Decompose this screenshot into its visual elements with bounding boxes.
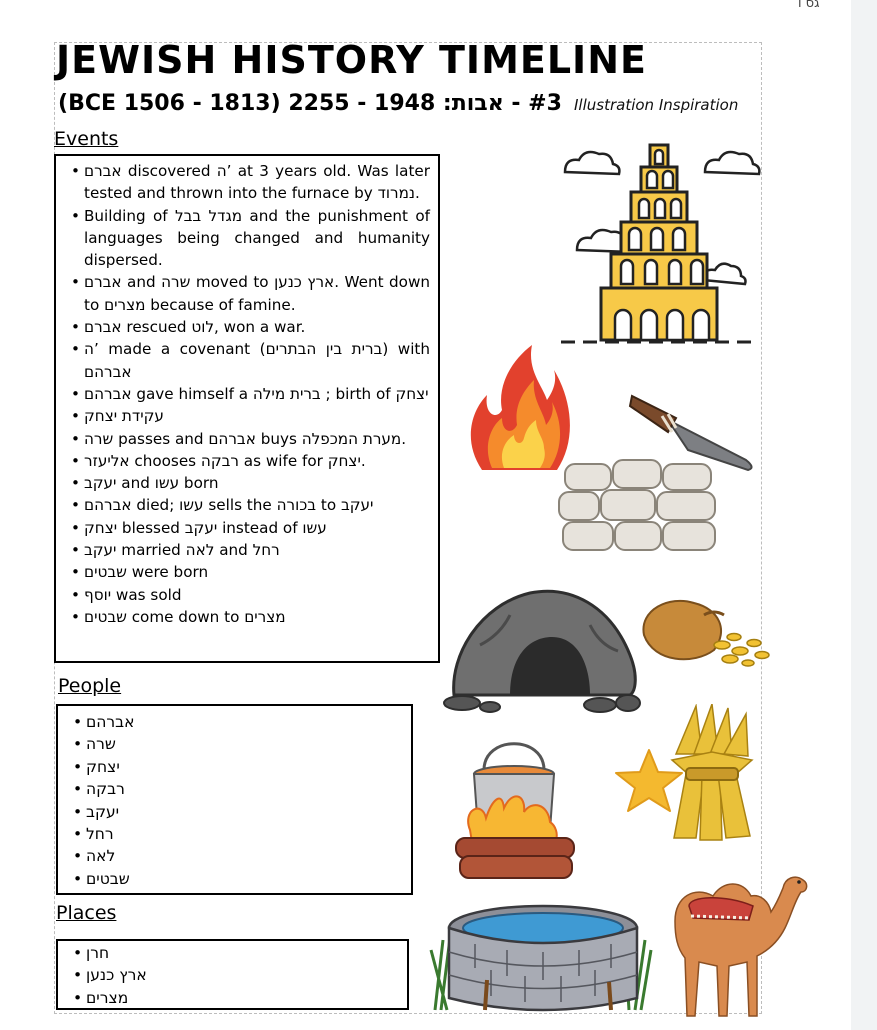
person-item: • רחל bbox=[86, 823, 411, 845]
event-item: • שבטים were born bbox=[84, 561, 430, 583]
page-title: JEWISH HISTORY TIMELINE bbox=[56, 38, 647, 82]
person-item: • רבקה bbox=[86, 778, 411, 800]
event-item: • שרה passes and אברהם buys מערת המכפלה. bbox=[84, 428, 430, 450]
places-heading: Places bbox=[56, 902, 117, 924]
event-item: • עקידת יצחק bbox=[84, 405, 430, 427]
places-box bbox=[56, 939, 409, 1010]
place-item: • מצרים bbox=[86, 987, 407, 1009]
event-item: • אברם and שרה moved to ארץ כנען. Went down to מצרים because of famine. bbox=[84, 271, 430, 316]
person-item: • שבטים bbox=[86, 868, 411, 890]
event-item: • שבטים come down to מצרים bbox=[84, 606, 430, 628]
illustration-label: Illustration Inspiration bbox=[574, 96, 739, 114]
event-item: • Building of מגדל בבל and the punishment of languages being changed and humanity dispersed. bbox=[84, 205, 430, 272]
event-item: • יעקב and עשו born bbox=[84, 472, 430, 494]
camel-illustration bbox=[665, 866, 815, 1024]
events-box bbox=[54, 154, 440, 663]
stone-altar-illustration bbox=[555, 456, 720, 556]
tower-of-babel-illustration bbox=[555, 140, 765, 350]
place-item: • ארץ כנען bbox=[86, 964, 407, 986]
event-item: • יצחק blessed יעקב instead of עשו bbox=[84, 517, 430, 539]
event-item: • אברם discovered ה’ at 3 years old. Was later tested and thrown into the furnace by נמרוד. bbox=[84, 160, 430, 205]
event-item: • יעקב married לאה and רחל bbox=[84, 539, 430, 561]
person-item: • אברהם bbox=[86, 711, 411, 733]
cave-illustration bbox=[440, 585, 645, 715]
person-item: • יעקב bbox=[86, 801, 411, 823]
person-item: • יצחק bbox=[86, 756, 411, 778]
fire-illustration bbox=[462, 340, 577, 475]
event-item: • אברהם gave himself a ברית מילה ; birth of יצחק bbox=[84, 383, 430, 405]
events-heading: Events bbox=[54, 128, 119, 150]
person-item: • שרה bbox=[86, 733, 411, 755]
people-list bbox=[58, 711, 411, 890]
person-item: • לאה bbox=[86, 845, 411, 867]
cooking-pot-illustration bbox=[452, 730, 577, 885]
event-item: • יוסף was sold bbox=[84, 584, 430, 606]
right-scroll-panel[interactable] bbox=[851, 0, 877, 1030]
people-box bbox=[56, 704, 413, 895]
page-corner-text: גס ו bbox=[798, 0, 820, 11]
event-item: • אליעזר chooses רבקה as wife for יצחק. bbox=[84, 450, 430, 472]
well-illustration bbox=[425, 900, 657, 1015]
places-list bbox=[58, 942, 407, 1009]
page-subtitle: #3 - אבות: 1948 - 2255 (1813 - 1506 BCE) bbox=[58, 91, 562, 116]
wheat-sheaf-illustration bbox=[666, 704, 758, 842]
events-list bbox=[56, 160, 430, 628]
coin-bag-illustration bbox=[634, 595, 774, 675]
event-item: • ה’ made a covenant (ברית בין הבתרים) with אברהם bbox=[84, 338, 430, 383]
event-item: • אברם rescued לוט, won a war. bbox=[84, 316, 430, 338]
place-item: • חרן bbox=[86, 942, 407, 964]
people-heading: People bbox=[58, 675, 122, 697]
event-item: • אברהם died; עשו sells the בכורה to יעקב bbox=[84, 494, 430, 516]
